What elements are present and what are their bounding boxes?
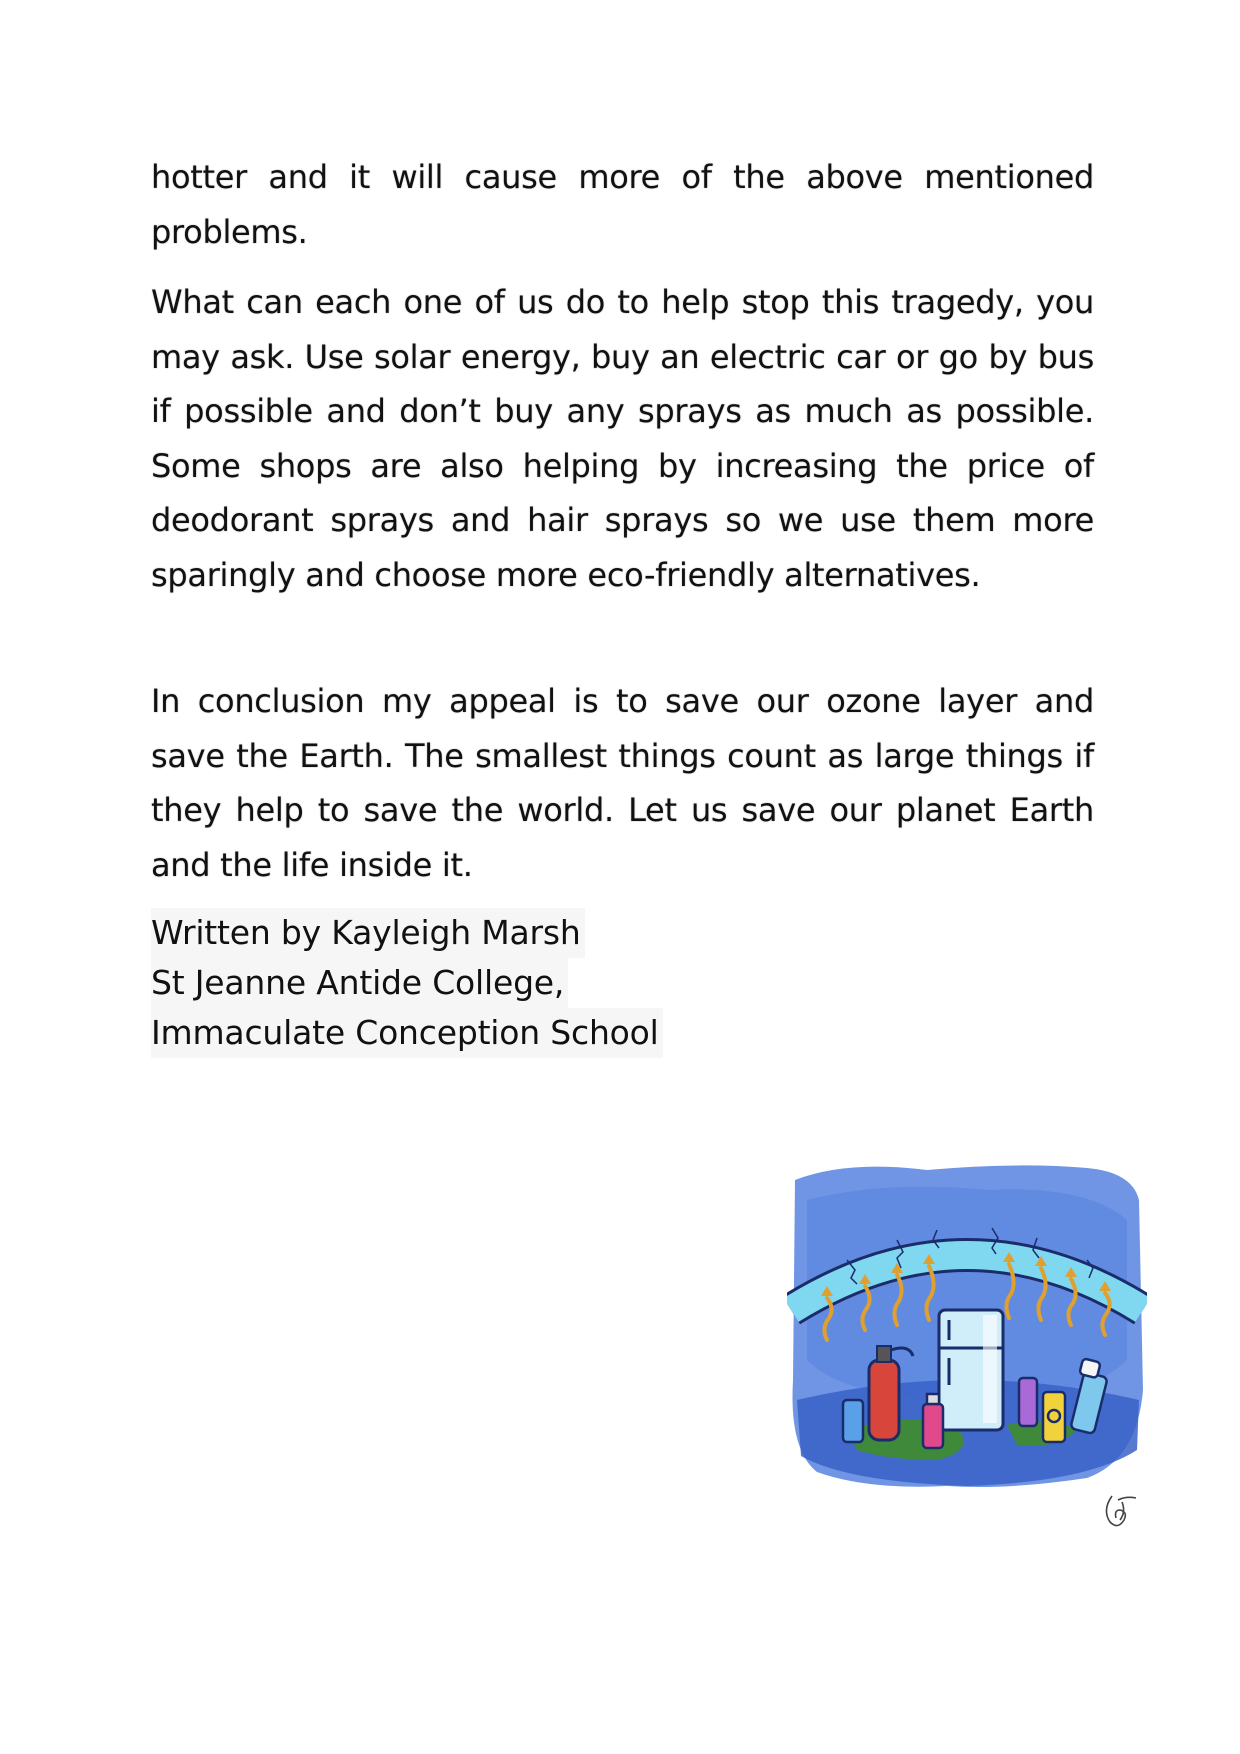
- author-college: St Jeanne Antide College,: [151, 958, 568, 1008]
- ozone-pollution-illustration: [787, 1160, 1147, 1490]
- paragraph-intro: hotter and it will cause more of the above mentioned problems.: [151, 158, 1094, 251]
- article-body: [151, 150, 1094, 1058]
- paragraph-conclusion: In conclusion my appeal is to save our ozone layer and save the Earth. The smallest things count as large things if they help to save the world. Let us save our planet Earth and the life inside it.: [151, 682, 1094, 884]
- signature-mark: [1100, 1490, 1144, 1530]
- paragraph-solutions: What can each one of us do to help stop this tragedy, you may ask. Use solar energy, buy an electric car or go by bus if possible and don’t buy any sprays as much as possible. Some shops are also helping by increasing the price of deodorant sprays and hair sprays so we use them more sparingly and choose more eco-friendly alternatives.: [151, 283, 1094, 594]
- author-name: Written by Kayleigh Marsh: [151, 908, 585, 958]
- author-school: Immaculate Conception School: [151, 1008, 663, 1058]
- author-credit: [151, 908, 1094, 1058]
